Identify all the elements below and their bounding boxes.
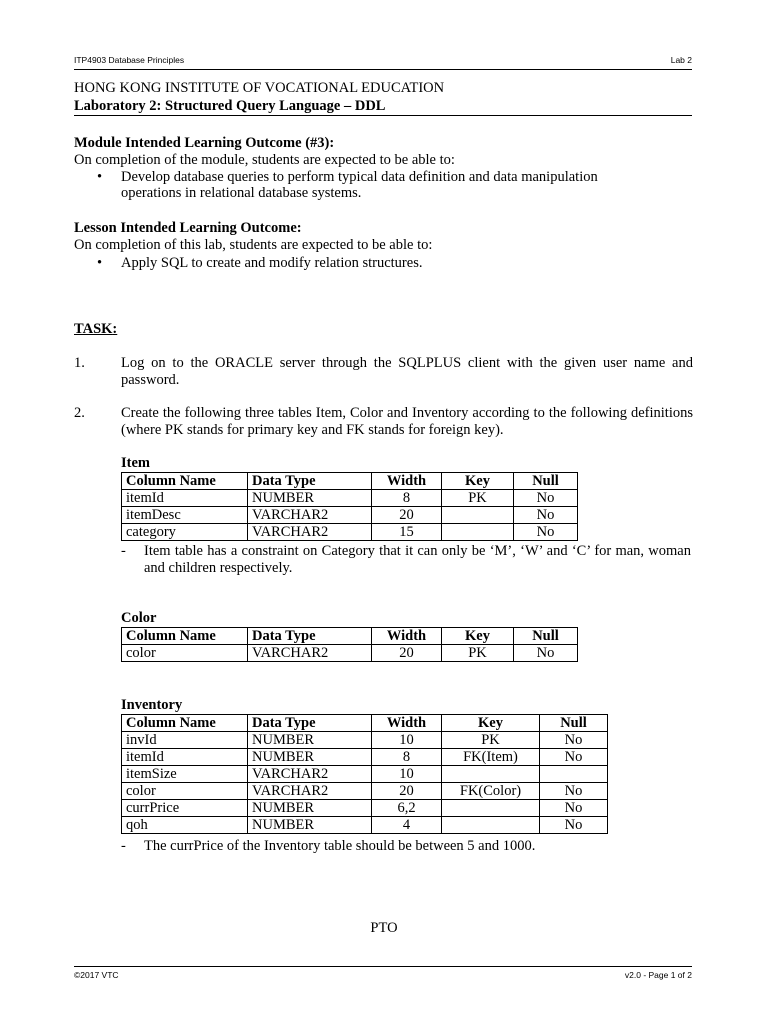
page-footer (74, 966, 692, 980)
table-cell: VARCHAR2 (248, 766, 372, 783)
table-row (122, 817, 608, 834)
column-header: Null (540, 715, 608, 732)
milo-intro: On completion of the module, students are expected to be able to: (74, 152, 455, 168)
table-cell (540, 766, 608, 783)
table-cell: 20 (372, 645, 442, 662)
column-header: Null (514, 473, 578, 490)
dash-marker: - (121, 838, 126, 854)
table-cell: itemId (122, 490, 248, 507)
column-header: Null (514, 628, 578, 645)
item-text: Create the following three tables Item, Color and Inventory according to the following definitions (where PK stands for primary key and FK stands for foreign key). (121, 405, 693, 438)
note-text: Item table has a constraint on Category that it can only be ‘M’, ‘W’ and ‘C’ for man, woman and children respectively. (144, 543, 691, 576)
column-header: Key (442, 473, 514, 490)
table-row (122, 645, 578, 662)
table-header-row (122, 473, 578, 490)
table-cell: 10 (372, 732, 442, 749)
table-cell (442, 817, 540, 834)
column-header: Column Name (122, 628, 248, 645)
table-cell: 10 (372, 766, 442, 783)
lab-title: Laboratory 2: Structured Query Language – DDL (74, 98, 386, 114)
item-text: Log on to the ORACLE server through the SQLPLUS client with the given user name and password. (121, 355, 693, 388)
lilo-bullet-text: Apply SQL to create and modify relation structures. (121, 255, 423, 271)
table-cell: No (540, 732, 608, 749)
table-cell: 6,2 (372, 800, 442, 817)
table-cell: 15 (372, 524, 442, 541)
column-header: Data Type (248, 473, 372, 490)
table-row (122, 783, 608, 800)
column-header: Width (372, 715, 442, 732)
table-cell: NUMBER (248, 732, 372, 749)
bullet-icon: • (97, 169, 103, 185)
table-cell: No (514, 645, 578, 662)
table-cell: No (514, 524, 578, 541)
inventory-table (121, 714, 608, 834)
table-cell: itemId (122, 749, 248, 766)
item-number: 1. (74, 355, 85, 371)
table-cell: No (540, 800, 608, 817)
table-cell: 20 (372, 507, 442, 524)
table-cell: category (122, 524, 248, 541)
table-cell: VARCHAR2 (248, 507, 372, 524)
column-header: Width (372, 473, 442, 490)
table-cell: currPrice (122, 800, 248, 817)
table-row (122, 524, 578, 541)
table-cell: 20 (372, 783, 442, 800)
table-cell: invId (122, 732, 248, 749)
course-title: ITP4903 Database Principles (74, 55, 185, 65)
page-number: v2.0 - Page 1 of 2 (624, 970, 692, 980)
table-cell (442, 524, 514, 541)
table-cell: FK(Item) (442, 749, 540, 766)
table-cell (442, 507, 514, 524)
copyright: ©2017 VTC (74, 970, 119, 980)
dash-marker: - (121, 543, 126, 559)
title-divider (74, 115, 692, 116)
page-header (74, 55, 692, 70)
table-cell (442, 766, 540, 783)
table-cell: PK (442, 645, 514, 662)
color-table (121, 627, 578, 662)
column-header: Width (372, 628, 442, 645)
item-table (121, 472, 578, 541)
table-header-row (122, 715, 608, 732)
table-cell: VARCHAR2 (248, 645, 372, 662)
table-cell: NUMBER (248, 817, 372, 834)
note-text: The currPrice of the Inventory table should be between 5 and 1000. (144, 838, 536, 854)
table-row (122, 766, 608, 783)
table-header-row (122, 628, 578, 645)
column-header: Column Name (122, 715, 248, 732)
table-cell: VARCHAR2 (248, 524, 372, 541)
item-table-label: Item (121, 455, 150, 471)
table-cell (442, 800, 540, 817)
task-heading: TASK: (74, 321, 118, 337)
milo-bullet-text: Develop database queries to perform typical data definition and data manipulation operations in relational database systems. (121, 169, 598, 201)
column-header: Data Type (248, 715, 372, 732)
milo-heading: Module Intended Learning Outcome (#3): (74, 135, 335, 151)
table-cell: VARCHAR2 (248, 783, 372, 800)
table-cell: qoh (122, 817, 248, 834)
table-cell: No (514, 507, 578, 524)
inventory-table-label: Inventory (121, 697, 183, 713)
table-cell: No (540, 783, 608, 800)
table-cell: color (122, 783, 248, 800)
table-row (122, 749, 608, 766)
table-cell: NUMBER (248, 749, 372, 766)
column-header: Data Type (248, 628, 372, 645)
table-cell: FK(Color) (442, 783, 540, 800)
column-header: Key (442, 715, 540, 732)
table-cell: NUMBER (248, 800, 372, 817)
table-cell: color (122, 645, 248, 662)
table-row (122, 800, 608, 817)
lilo-intro: On completion of this lab, students are expected to be able to: (74, 237, 433, 253)
table-row (122, 732, 608, 749)
institute-name: HONG KONG INSTITUTE OF VOCATIONAL EDUCATION (74, 80, 445, 96)
table-cell: PK (442, 732, 540, 749)
item-number: 2. (74, 405, 85, 421)
table-cell: itemSize (122, 766, 248, 783)
table-cell: 8 (372, 490, 442, 507)
table-cell: 8 (372, 749, 442, 766)
table-cell: itemDesc (122, 507, 248, 524)
bullet-icon: • (97, 255, 103, 271)
column-header: Key (442, 628, 514, 645)
column-header: Column Name (122, 473, 248, 490)
table-cell: 4 (372, 817, 442, 834)
table-cell: NUMBER (248, 490, 372, 507)
table-cell: No (540, 749, 608, 766)
lilo-heading: Lesson Intended Learning Outcome: (74, 220, 302, 236)
table-cell: No (514, 490, 578, 507)
table-cell: PK (442, 490, 514, 507)
color-table-label: Color (121, 610, 157, 626)
table-row (122, 507, 578, 524)
table-row (122, 490, 578, 507)
please-turn-over: PTO (370, 920, 398, 936)
lab-number: Lab 2 (670, 55, 692, 65)
table-cell: No (540, 817, 608, 834)
